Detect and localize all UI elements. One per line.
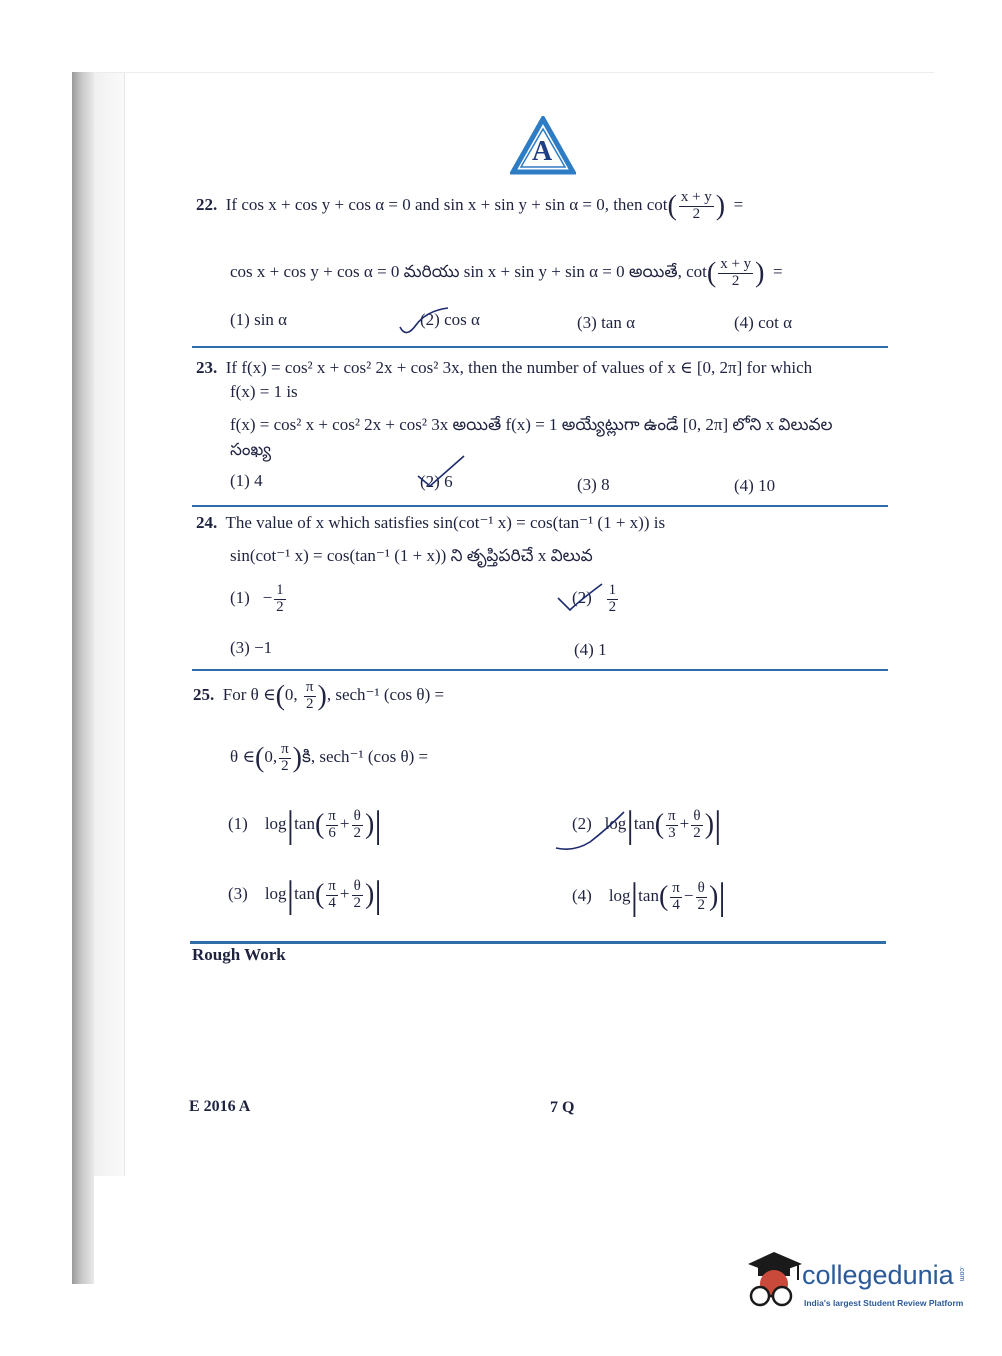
q25-option-3-frac-b: $\frac{\theta}{2}$ (353, 877, 361, 911)
q25-te-interval-left: 0, (264, 747, 278, 767)
q25-option-2-frac-b: $\frac{\theta}{2}$ (693, 807, 701, 841)
q23-option-1[interactable]: (1) 4 (230, 471, 263, 490)
q24-text: The value of x which satisfies sin(cot⁻¹ x) = cos(tan⁻¹ (1 + x)) is (225, 513, 666, 532)
q24-option-1-label: (1) (230, 588, 250, 608)
q25-option-1-frac-b: $\frac{\theta}{2}$ (353, 807, 361, 841)
brand-tld: .com (958, 1266, 965, 1282)
q25-option-2-log: log (604, 813, 627, 833)
q25-te-interval-fraction: $\frac{\pi}{2}$ (281, 741, 289, 774)
q24-number: 24. (196, 513, 218, 532)
q23-telugu-line1: f(x) = cos² x + cos² 2x + cos² 3x అయితే f(x) = 1 అయ్యేట్లుగా ఉండే [0, 2π] లోని x విలువల (230, 415, 833, 434)
brand-name: collegedunia (802, 1260, 954, 1290)
q25-option-2[interactable]: (2) log|tan( $\frac{\pi}{3}$ + $\frac{\theta}{2}$ )| (572, 804, 722, 846)
q24-option-1-fraction: $\frac{1}{2}$ (276, 582, 284, 615)
q24-english (196, 513, 665, 533)
page-top-edge (94, 72, 934, 73)
q23-option-3[interactable]: (3) 8 (577, 475, 610, 494)
paper-set-letter: A (532, 136, 553, 167)
q25-option-1[interactable]: (1) log|tan( $\frac{\pi}{6}$ + $\frac{\theta}{2}$ )| (228, 804, 382, 846)
q23-telugu-line2: సంఖ్య (230, 440, 271, 459)
collegedunia-watermark (744, 1250, 972, 1316)
q24-telugu: sin(cot⁻¹ x) = cos(tan⁻¹ (1 + x)) ని తృప్తిపరిచే x విలువ (230, 546, 593, 565)
q25-option-2-frac-a: $\frac{\pi}{3}$ (668, 807, 676, 841)
q23-english-line2: f(x) = 1 is (230, 382, 298, 401)
q23-number: 23. (196, 358, 218, 377)
q25-option-1-frac-a: $\frac{\pi}{6}$ (328, 807, 336, 841)
q25-option-3[interactable]: (3) log|tan( $\frac{\pi}{4}$ + $\frac{\theta}{2}$ )| (228, 874, 382, 916)
q25-option-4[interactable]: (4) log|tan( $\frac{\pi}{4}$ − $\frac{\theta}{2}$ )| (572, 876, 726, 918)
q25-option-3-label: (3) (228, 883, 248, 903)
footer-page-number: 7 Q (550, 1099, 575, 1116)
q23-handwritten-tick (414, 452, 470, 492)
q23-option-4[interactable]: (4) 10 (734, 476, 776, 495)
q25-telugu: θ ∈(0, $\frac{\pi}{2}$ )కి, sech⁻¹ (cos θ) = (230, 741, 429, 774)
rough-work-divider (190, 941, 886, 944)
q25-option-1-label: (1) (228, 813, 248, 833)
q25-option-4-log: log (608, 885, 631, 905)
q24-divider (192, 669, 888, 671)
q25-option-4-frac-b: $\frac{\theta}{2}$ (697, 879, 705, 913)
q22-equals: = (733, 195, 744, 215)
q25-english: 25. For θ ∈(0, $\frac{\pi}{2}$ ), sech⁻¹ (cos θ) = (193, 679, 445, 712)
q25-option-4-tan: tan (638, 885, 659, 905)
rough-work-heading: Rough Work (192, 945, 286, 964)
q24-option-3[interactable]: (3) −1 (230, 638, 273, 657)
footer-code: E 2016 A (189, 1098, 251, 1115)
q24-option-1-sign: − (262, 588, 273, 608)
q25-option-1-tan: tan (294, 813, 315, 833)
q22-te-text: cos x + cos y + cos α = 0 మరియు sin x + sin y + sin α = 0 అయితే, cot (230, 262, 707, 282)
q25-option-2-tan: tan (633, 813, 655, 833)
q22-option-1[interactable]: (1) sin α (230, 310, 288, 329)
q25-option-2-label: (2) (572, 813, 592, 833)
q25-interval-fraction: $\frac{\pi}{2}$ (305, 679, 314, 712)
brand-tagline: India's largest Student Review Platform (804, 1298, 964, 1308)
q25-te-suffix: కి, sech⁻¹ (cos θ) = (301, 747, 429, 767)
page-spine-shadow (72, 72, 94, 1284)
q25-suffix: , sech⁻¹ (cos θ) = (326, 685, 445, 705)
q23-option-2[interactable]: (2) 6 (420, 472, 453, 491)
q22-english: 22. If cos x + cos y + cos α = 0 and sin x + sin y + sin α = 0, then cot( $\frac{x + y}{2}$ ) = (196, 189, 744, 222)
q25-option-2-op: + (679, 813, 690, 833)
q25-option-3-op: + (339, 883, 350, 903)
q22-telugu: cos x + cos y + cos α = 0 మరియు sin x + sin y + sin α = 0 అయితే, cot( $\frac{x + y}{2}$ ) = (230, 256, 783, 289)
q25-option-3-frac-a: $\frac{\pi}{4}$ (328, 877, 336, 911)
q24-option-2-fraction: $\frac{1}{2}$ (608, 582, 617, 615)
q22-fraction: $\frac{x + y}{2}$ (680, 189, 712, 222)
q22-number: 22. (196, 195, 218, 215)
q22-te-fraction: $\frac{x + y}{2}$ (720, 256, 752, 289)
q25-option-3-tan: tan (294, 883, 315, 903)
q23-text-line1: If f(x) = cos² x + cos² 2x + cos² 3x, then the number of values of x ∈ [0, 2π] for which (225, 358, 813, 377)
q22-divider (192, 346, 888, 348)
paper-set-logo (510, 116, 576, 176)
q25-te-prefix: θ ∈ (230, 747, 255, 767)
q22-option-4[interactable]: (4) cot α (734, 313, 792, 332)
q25-number: 25. (193, 685, 215, 705)
q25-handwritten-tick (554, 808, 628, 854)
q25-option-1-log: log (264, 813, 287, 833)
q25-option-4-frac-a: $\frac{\pi}{4}$ (672, 879, 680, 913)
q24-option-2-label: (2) (572, 588, 592, 608)
q22-handwritten-tick (398, 305, 458, 337)
q25-option-1-op: + (339, 813, 350, 833)
q23-divider (192, 505, 888, 507)
q22-text: If cos x + cos y + cos α = 0 and sin x + sin y + sin α = 0, then cot (225, 195, 668, 215)
q22-option-3[interactable]: (3) tan α (577, 313, 635, 332)
graduate-mascot-icon (744, 1250, 804, 1314)
q25-option-4-op: − (683, 885, 694, 905)
q25-interval-left: 0, (284, 685, 298, 705)
q22-te-equals: = (772, 262, 783, 282)
q22-option-2[interactable]: (2) cos α (420, 310, 480, 329)
q25-prefix: For θ ∈ (222, 685, 276, 705)
q24-handwritten-tick (556, 582, 608, 618)
q24-option-4[interactable]: (4) 1 (574, 640, 607, 659)
q23-english-line1 (196, 358, 812, 378)
q25-option-4-label: (4) (572, 885, 592, 905)
q25-option-3-log: log (264, 883, 287, 903)
page-spine-inner (94, 72, 125, 1176)
q24-option-1[interactable] (230, 583, 288, 616)
